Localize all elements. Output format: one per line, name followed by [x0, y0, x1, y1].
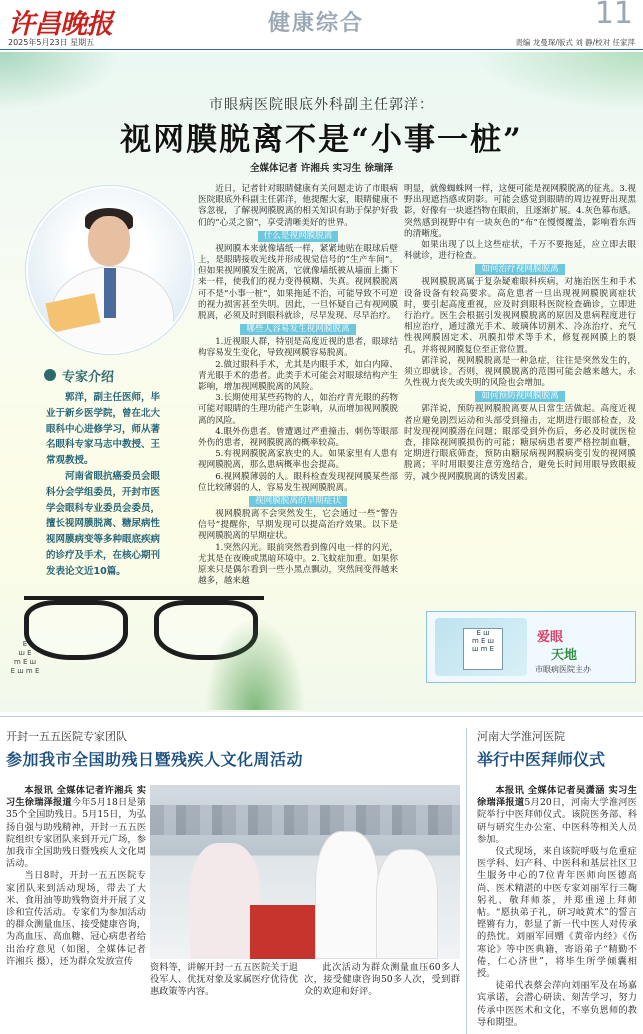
badge-title-love-eyes: 爱眼 [537, 630, 564, 645]
badge-illustration [435, 618, 527, 676]
expert-paragraph: 河南省眼抗癌委员会眼科分会学组委员，开封市医学会眼科专业委员会委员，擅长视网膜脱离、糖尿病性视网膜病变等多种眼底疾病的诊疗及手术，在核心期刊发表论文近10篇。 [46, 470, 161, 577]
expert-paragraph: 郭洋，副主任医师，毕业于新乡医学院，曾在北大眼科中心进修学习，师从著名眼科专家马志中教授、王常观教授。 [46, 392, 161, 467]
plant-decoration [200, 610, 310, 710]
subhead-tag: 如何治疗视网膜脱离 [475, 264, 564, 275]
column-divider [466, 728, 467, 1034]
paragraph: 郭洋说，预防视网膜脱离要从日常生活做起。高度近视者应避免剧烈运动和头部受到撞击，定期进行眼部检查，及时发现视网膜潜在问题；眼部受到外伤后，务必及时就医检查，排除视网膜损伤的可能；糖尿病患者要严格控制血糖，定期进行眼底筛查，预防由糖尿病视网膜病变引发的视网膜脱离；平时用眼要注意劳逸结合，避免长时间用眼导致眼疲劳，减少视网膜脱离的诱发因素。 [404, 404, 636, 482]
expert-icon [44, 369, 56, 381]
subhead-tag: 视网膜脱离的早期症状 [249, 496, 347, 507]
eye-chart-icon: E ш m E ш ш m E [463, 628, 503, 670]
badge-sponsor: 市眼病医院主办 [535, 665, 591, 674]
paragraph-text: 5月20日，河南大学淮河医院举行中医拜师仪式。该院医务部、科研与研究生办公室、中医科等相关人员参加。 [477, 797, 637, 845]
subhead-tag: 什么是视网膜脱离 [258, 231, 339, 242]
expert-heading: 专家介绍 [62, 370, 115, 385]
newspaper-logo: 许昌晚报 [8, 9, 112, 40]
paragraph: 徒弟代表蔡会萍向刘丽军及在场嘉宾承诺，会潜心研读、刻苦学习，努力传承中医医术和文化，不辜负恩师的教导和期望。 [477, 980, 637, 1028]
paragraph: 视网膜脱离不会突然发生，它会通过一些“警告信号”提醒你，早期发现可以提高治疗效果。以下是视网膜脱离的早期症状。 [198, 509, 398, 542]
paragraph: 当日8时，开封一五五医院专家团队来到活动现场，带去了大米、食用油等助残物资并开展了义诊和宣传活动。专家们为参加活动的群众测量血压、接受健康咨询，为高血压、高血糖、冠心病患者给出治疗意见（如图，全媒体记者 许湘兵 摄），还为群众发放宣传 [6, 870, 146, 967]
paragraph: 视网膜脱离属于复杂疑难眼科疾病，对施治医生和手术设备设备有较高要求。高危患者一旦出现视网膜脱离症状时，要引起高度重视，应及时到眼科医院检查确诊，立即进行治疗。医生会根据引发视网膜脱离的原因及患病程度进行相应治疗，通过激光手术、玻璃体切割术、冷冻治疗、充气性视网膜固定术、巩膜扣带术等手术，修复视网膜上的裂孔，并将视网膜复位至正常位置。 [404, 277, 636, 355]
expert-intro [46, 390, 160, 580]
tie [104, 268, 116, 318]
paragraph: 如果出现了以上这些症状，千万不要拖延，应立即去眼科就诊，进行检查。 [404, 240, 636, 262]
eye-chart-decoration: E ш E m E ш E ш m E [10, 640, 40, 675]
lead-credit: 本报讯 全媒体记者吴潇涵 实习生徐瑞泽报道 [477, 785, 637, 809]
subhead-tag: 如何预防视网膜脱离 [475, 391, 564, 402]
paragraph-text: 今年5月18日是第35个全国助残日。5月15日，为弘扬自强与助残精神，开封一五五医院组织专家团队来到开元广场，参加我市全国助残日暨残疾人文化周活动。 [6, 797, 146, 870]
feature-byline: 全媒体记者 许湘兵 实习生 徐瑞泽 [250, 163, 393, 174]
paragraph: 3.长期使用某些药物的人，如治疗青光眼的药物可能对眼睛的生理功能产生影响，从而增加视网膜脱离的风险。 [198, 393, 398, 426]
feature-subtitle: 市眼病医院眼底外科副主任郭洋： [209, 97, 434, 113]
paragraph: 5.有视网膜脱离家族史的人。如果家里有人患有视网膜脱离，那么患病概率也会提高。 [198, 449, 398, 471]
doctor-figure [376, 849, 438, 959]
paragraph: 1.突然闪光。眼前突然看到像闪电一样的闪光，尤其是在夜晚或黑暗环境中。2.飞蚊症加重。如果你原来只是偶尔看到一些小黑点飘动，突然间变得越来越多，越来越 [198, 542, 398, 587]
section-title: 健康综合 [268, 10, 365, 36]
issue-date: 2025年5月23日 星期五 [8, 38, 95, 47]
event-photo [150, 785, 460, 959]
paragraph: 1.近视眼人群，特别是高度近视的患者，眼球结构容易发生变化，导致视网膜容易脱离。 [198, 337, 398, 359]
face [88, 216, 130, 266]
article3-body [477, 785, 637, 1029]
feature-headline: 视网膜脱离不是“小事一桩” [120, 122, 523, 158]
editor-credits: 责编 龙曼琛/版式 刘 静/校对 任家萍 [515, 38, 635, 47]
feature-column-2 [404, 184, 636, 483]
article3-kicker: 河南大学淮河医院 [477, 730, 565, 743]
article2-column-3 [304, 962, 460, 999]
crowd-background [150, 805, 460, 835]
paragraph: 4.眼外伤患者。曾遭遇过严重撞击、刺伤等眼部外伤的患者，视网膜脱离的概率较高。 [198, 426, 398, 449]
paragraph [6, 785, 146, 870]
article2-headline: 参加我市全国助残日暨残疾人文化周活动 [6, 750, 304, 769]
doctor-figure [315, 831, 379, 959]
article2-kicker: 开封一五五医院专家团队 [6, 730, 127, 743]
page-number: 11 [594, 0, 633, 31]
subhead-tag: 哪些人容易发生视网膜脱离 [240, 324, 355, 335]
paragraph: 此次活动为群众测量血压60多人次，接受健康咨询50多人次，受到群众的欢迎和好评。 [304, 962, 460, 998]
masthead [0, 0, 643, 50]
paragraph: 明显，就像蜘蛛网一样，这便可能是视网膜脱离的征兆。3.视野出现遮挡感或阴影。可能会感觉到眼睛的周边视野出现黑影，好像有一块遮挡物在眼前，且逐渐扩展。4.灰色幕布感。突然感到视野中有一块灰色的“布”在慢慢覆盖，影响看东西的清晰度。 [404, 184, 636, 239]
paragraph: 视网膜本来就像墙纸一样，紧紧地贴在眼球后壁上，是眼睛接收光线并形成视觉信号的“生产车间”。但如果视网膜发生脱离，它就像墙纸被从墙面上撕下来一样，使我们的视力变得模糊、失真。视网膜脱离可不是“小事一桩”，如果拖延不治，可能导致不可逆的视力损害甚至失明。因此，一旦怀疑自己有视网膜脱离，必须及时到眼科就诊，尽早发现、尽早治疗。 [198, 243, 398, 322]
article2-column-1 [6, 785, 146, 968]
paragraph: 资料等，讲解开封一五五医院关于退役军人、优抚对象及家属医疗优待优惠政策等内容。 [150, 962, 298, 998]
paragraph: 6.视网膜薄弱的人。眼科检查发现视网膜某些部位比较薄弱的人，容易发生视网膜脱离。 [198, 471, 398, 493]
article3-headline: 举行中医拜师仪式 [477, 750, 606, 769]
section-divider [0, 716, 643, 717]
lead-credit: 本报讯 全媒体记者许湘兵 实习生徐瑞泽报道 [6, 785, 146, 809]
badge-title-world: 天地 [551, 648, 578, 663]
paragraph: 近日，记者针对眼睛健康有关问题走访了市眼病医院眼底外科副主任郭洋，他提醒大家，眼睛健康不容忽视，了解视网膜脱离的相关知识有助于保护好我们的“心灵之窗”，享受清晰美好的世界。 [198, 184, 398, 228]
article2-column-2 [150, 962, 298, 999]
paragraph [477, 785, 637, 846]
left-lens [24, 600, 128, 660]
paragraph: 仪式现场，来自该院呼吸与危重症医学科、妇产科、中医科和基层社区卫生服务中心的7位青年医师向医德高尚、医术精湛的中医专家刘丽军行三鞠躬礼、敬拜师茶，并郑重递上拜师帖。“愿执弟子礼，研习岐黄术”的誓言铿锵有力，彰显了新一代中医人对传承的热忱。刘丽军回赠《黄帝内经》《伤寒论》等中医典籍，寄语弟子“精勤不倦，仁心济世”，将毕生所学倾囊相授。 [477, 846, 637, 980]
paragraph: 郭洋说，视网膜脱离是一种急症，往往是突然发生的，须立即就诊。否则，视网膜脱离的范围可能会越来越大，永久性视力丧失或失明的风险也会增加。 [404, 355, 636, 389]
doctor-portrait [26, 186, 194, 354]
column-badge [426, 611, 636, 683]
paragraph: 2.做过眼科手术，尤其是内眼手术，如白内障、青光眼手术的患者。此类手术可能会对眼球结构产生影响，增加视网膜脱离的风险。 [198, 359, 398, 393]
feature-column-1 [198, 184, 398, 588]
